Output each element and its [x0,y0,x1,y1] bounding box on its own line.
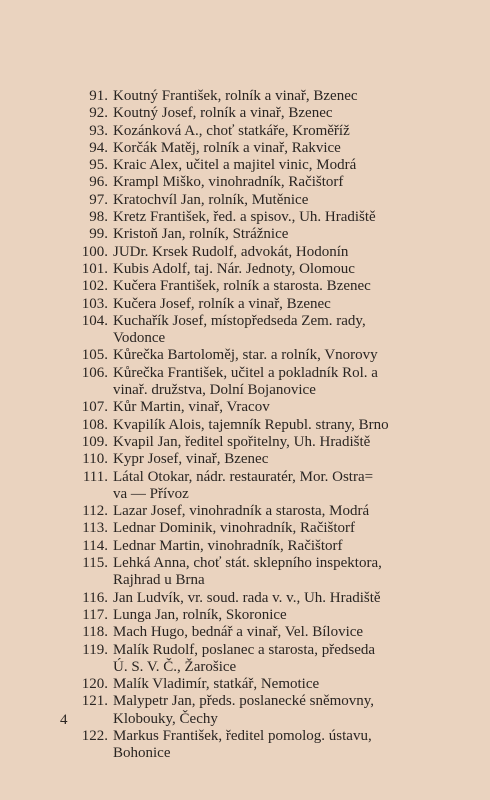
entry-line: va — Přívoz [113,485,189,502]
entry-text [113,538,470,555]
entry-text [113,676,470,693]
entry-number: 100. [81,243,108,260]
list-item [78,365,470,400]
list-item [78,105,470,122]
entry-line: Rajhrad u Brna [113,572,205,589]
entry-number: 95. [89,157,108,174]
entry-line: Malypetr Jan, předs. poslanecké sněmovny, [113,693,375,710]
entry-text [113,399,470,416]
entry-number: 118. [82,624,108,641]
entry-text [113,728,470,763]
list-item [78,434,470,451]
entry-text [113,555,470,590]
entry-text [113,226,470,243]
entry-text [113,624,470,641]
list-item [78,503,470,520]
list-item [78,624,470,641]
entry-number: 122. [81,727,108,744]
member-list [78,88,470,763]
list-item [78,451,470,468]
entry-number: 104. [81,312,108,329]
entry-number: 101. [81,260,108,277]
list-item [78,192,470,209]
entry-line: Kůrečka Bartoloměj, star. a rolník, Vnorovy [113,347,378,364]
entry-text [113,192,470,209]
entry-number: 110. [82,451,108,468]
entry-line: Jan Ludvík, vr. soud. rada v. v., Uh. Hradiště [113,589,381,606]
entry-line: Kůrečka František, učitel a pokladník Rol. a [113,364,378,381]
entry-text [113,693,470,728]
entry-text [113,520,470,537]
entry-text [113,244,470,261]
entry-text [113,417,470,434]
entry-line: Kvapilík Alois, tajemník Republ. strany, Brno [113,416,389,433]
entry-line: Bohonice [113,745,171,762]
list-item [78,174,470,191]
entry-line: Vodonce [113,330,166,347]
list-item [78,209,470,226]
entry-line: Lazar Josef, vinohradník a starosta, Modrá [113,503,370,520]
entry-text [113,365,470,400]
entry-number: 92. [89,105,108,122]
list-item [78,244,470,261]
list-item [78,676,470,693]
entry-line: Klobouky, Čechy [113,710,218,727]
entry-line: Krampl Miško, vinohradník, Račištorf [113,174,344,191]
list-item [78,555,470,590]
entry-text [113,261,470,278]
list-item [78,226,470,243]
entry-number: 103. [81,295,108,312]
entry-text [113,140,470,157]
entry-text [113,469,470,504]
entry-line: Kuchařík Josef, místopředseda Zem. rady, [113,312,366,329]
entry-number: 111. [82,468,108,485]
entry-line: Kučera František, rolník a starosta. Bzenec [113,278,371,295]
entry-number: 102. [81,278,108,295]
list-item [78,278,470,295]
entry-text [113,157,470,174]
entry-line: Kraic Alex, učitel a majitel vinic, Modrá [113,157,357,174]
entry-line: Kypr Josef, vinař, Bzenec [113,451,269,468]
entry-line: JUDr. Krsek Rudolf, advokát, Hodonín [113,243,349,260]
entry-text [113,174,470,191]
entry-text [113,209,470,226]
entry-number: 97. [89,191,108,208]
entry-line: Korčák Matěj, rolník a vinař, Rakvice [113,139,341,156]
entry-line: Malík Vladimír, statkář, Nemotice [113,676,320,693]
list-item [78,590,470,607]
entry-number: 119. [82,641,108,658]
entry-number: 113. [82,520,108,537]
entry-text [113,278,470,295]
entry-number: 117. [82,606,108,623]
list-item [78,347,470,364]
entry-number: 109. [81,433,108,450]
list-item [78,693,470,728]
list-item [78,607,470,624]
list-item [78,399,470,416]
entry-line: Kučera Josef, rolník a vinař, Bzenec [113,295,331,312]
list-item [78,140,470,157]
list-item [78,520,470,537]
list-item [78,538,470,555]
entry-line: Lednar Martin, vinohradník, Račištorf [113,537,343,554]
entry-number: 94. [89,139,108,156]
entry-number: 114. [82,537,108,554]
entry-text [113,451,470,468]
entry-number: 120. [81,676,108,693]
list-item [78,642,470,677]
entry-line: Kristoň Jan, rolník, Strážnice [113,226,289,243]
entry-text [113,123,470,140]
entry-line: Kubis Adolf, taj. Nár. Jednoty, Olomouc [113,260,355,277]
entry-line: Lehká Anna, choť stát. sklepního inspektora, [113,555,382,572]
entry-number: 93. [89,122,108,139]
entry-text [113,642,470,677]
entry-number: 116. [82,589,108,606]
entry-line: Lednar Dominik, vinohradník, Račištorf [113,520,356,537]
entry-number: 105. [81,347,108,364]
list-item [78,728,470,763]
entry-line: Kozánková A., choť statkáře, Kroměříž [113,122,350,139]
entry-number: 96. [89,174,108,191]
entry-line: Mach Hugo, bednář a vinař, Vel. Bílovice [113,624,364,641]
entry-line: Markus František, ředitel pomolog. ústavu, [113,727,372,744]
entry-number: 91. [89,88,108,104]
entry-line: Kretz František, řed. a spisov., Uh. Hradiště [113,209,376,226]
entry-text [113,313,470,348]
entry-line: vinař. družstva, Dolní Bojanovice [113,382,316,399]
entry-number: 115. [82,555,108,572]
entry-line: Ú. S. V. Č., Žarošice [113,658,237,675]
entry-text [113,434,470,451]
entry-text [113,88,470,105]
entry-number: 106. [81,364,108,381]
entry-line: Koutný Josef, rolník a vinař, Bzenec [113,105,333,122]
entry-text [113,347,470,364]
entry-number: 107. [81,399,108,416]
entry-line: Lunga Jan, rolník, Skoronice [113,606,287,623]
entry-number: 112. [82,503,108,520]
list-item [78,88,470,105]
entry-number: 98. [89,209,108,226]
entry-number: 108. [81,416,108,433]
entry-line: Malík Rudolf, poslanec a starosta, předseda [113,641,376,658]
entry-line: Kratochvíl Jan, rolník, Mutěnice [113,191,309,208]
list-item [78,296,470,313]
entry-text [113,105,470,122]
entry-text [113,503,470,520]
list-item [78,417,470,434]
list-item [78,123,470,140]
list-item [78,261,470,278]
entry-text [113,607,470,624]
entry-line: Kvapil Jan, ředitel spořitelny, Uh. Hradiště [113,433,371,450]
entry-number: 99. [89,226,108,243]
page-number: 4 [60,712,68,728]
entry-text [113,296,470,313]
list-item [78,469,470,504]
list-item [78,313,470,348]
entry-line: Kůr Martin, vinař, Vracov [113,399,270,416]
entry-line: Koutný František, rolník a vinař, Bzenec [113,88,358,104]
entry-line: Látal Otokar, nádr. restauratér, Mor. Ostra= [113,468,374,485]
entry-number: 121. [81,693,108,710]
list-item [78,157,470,174]
entry-text [113,590,470,607]
